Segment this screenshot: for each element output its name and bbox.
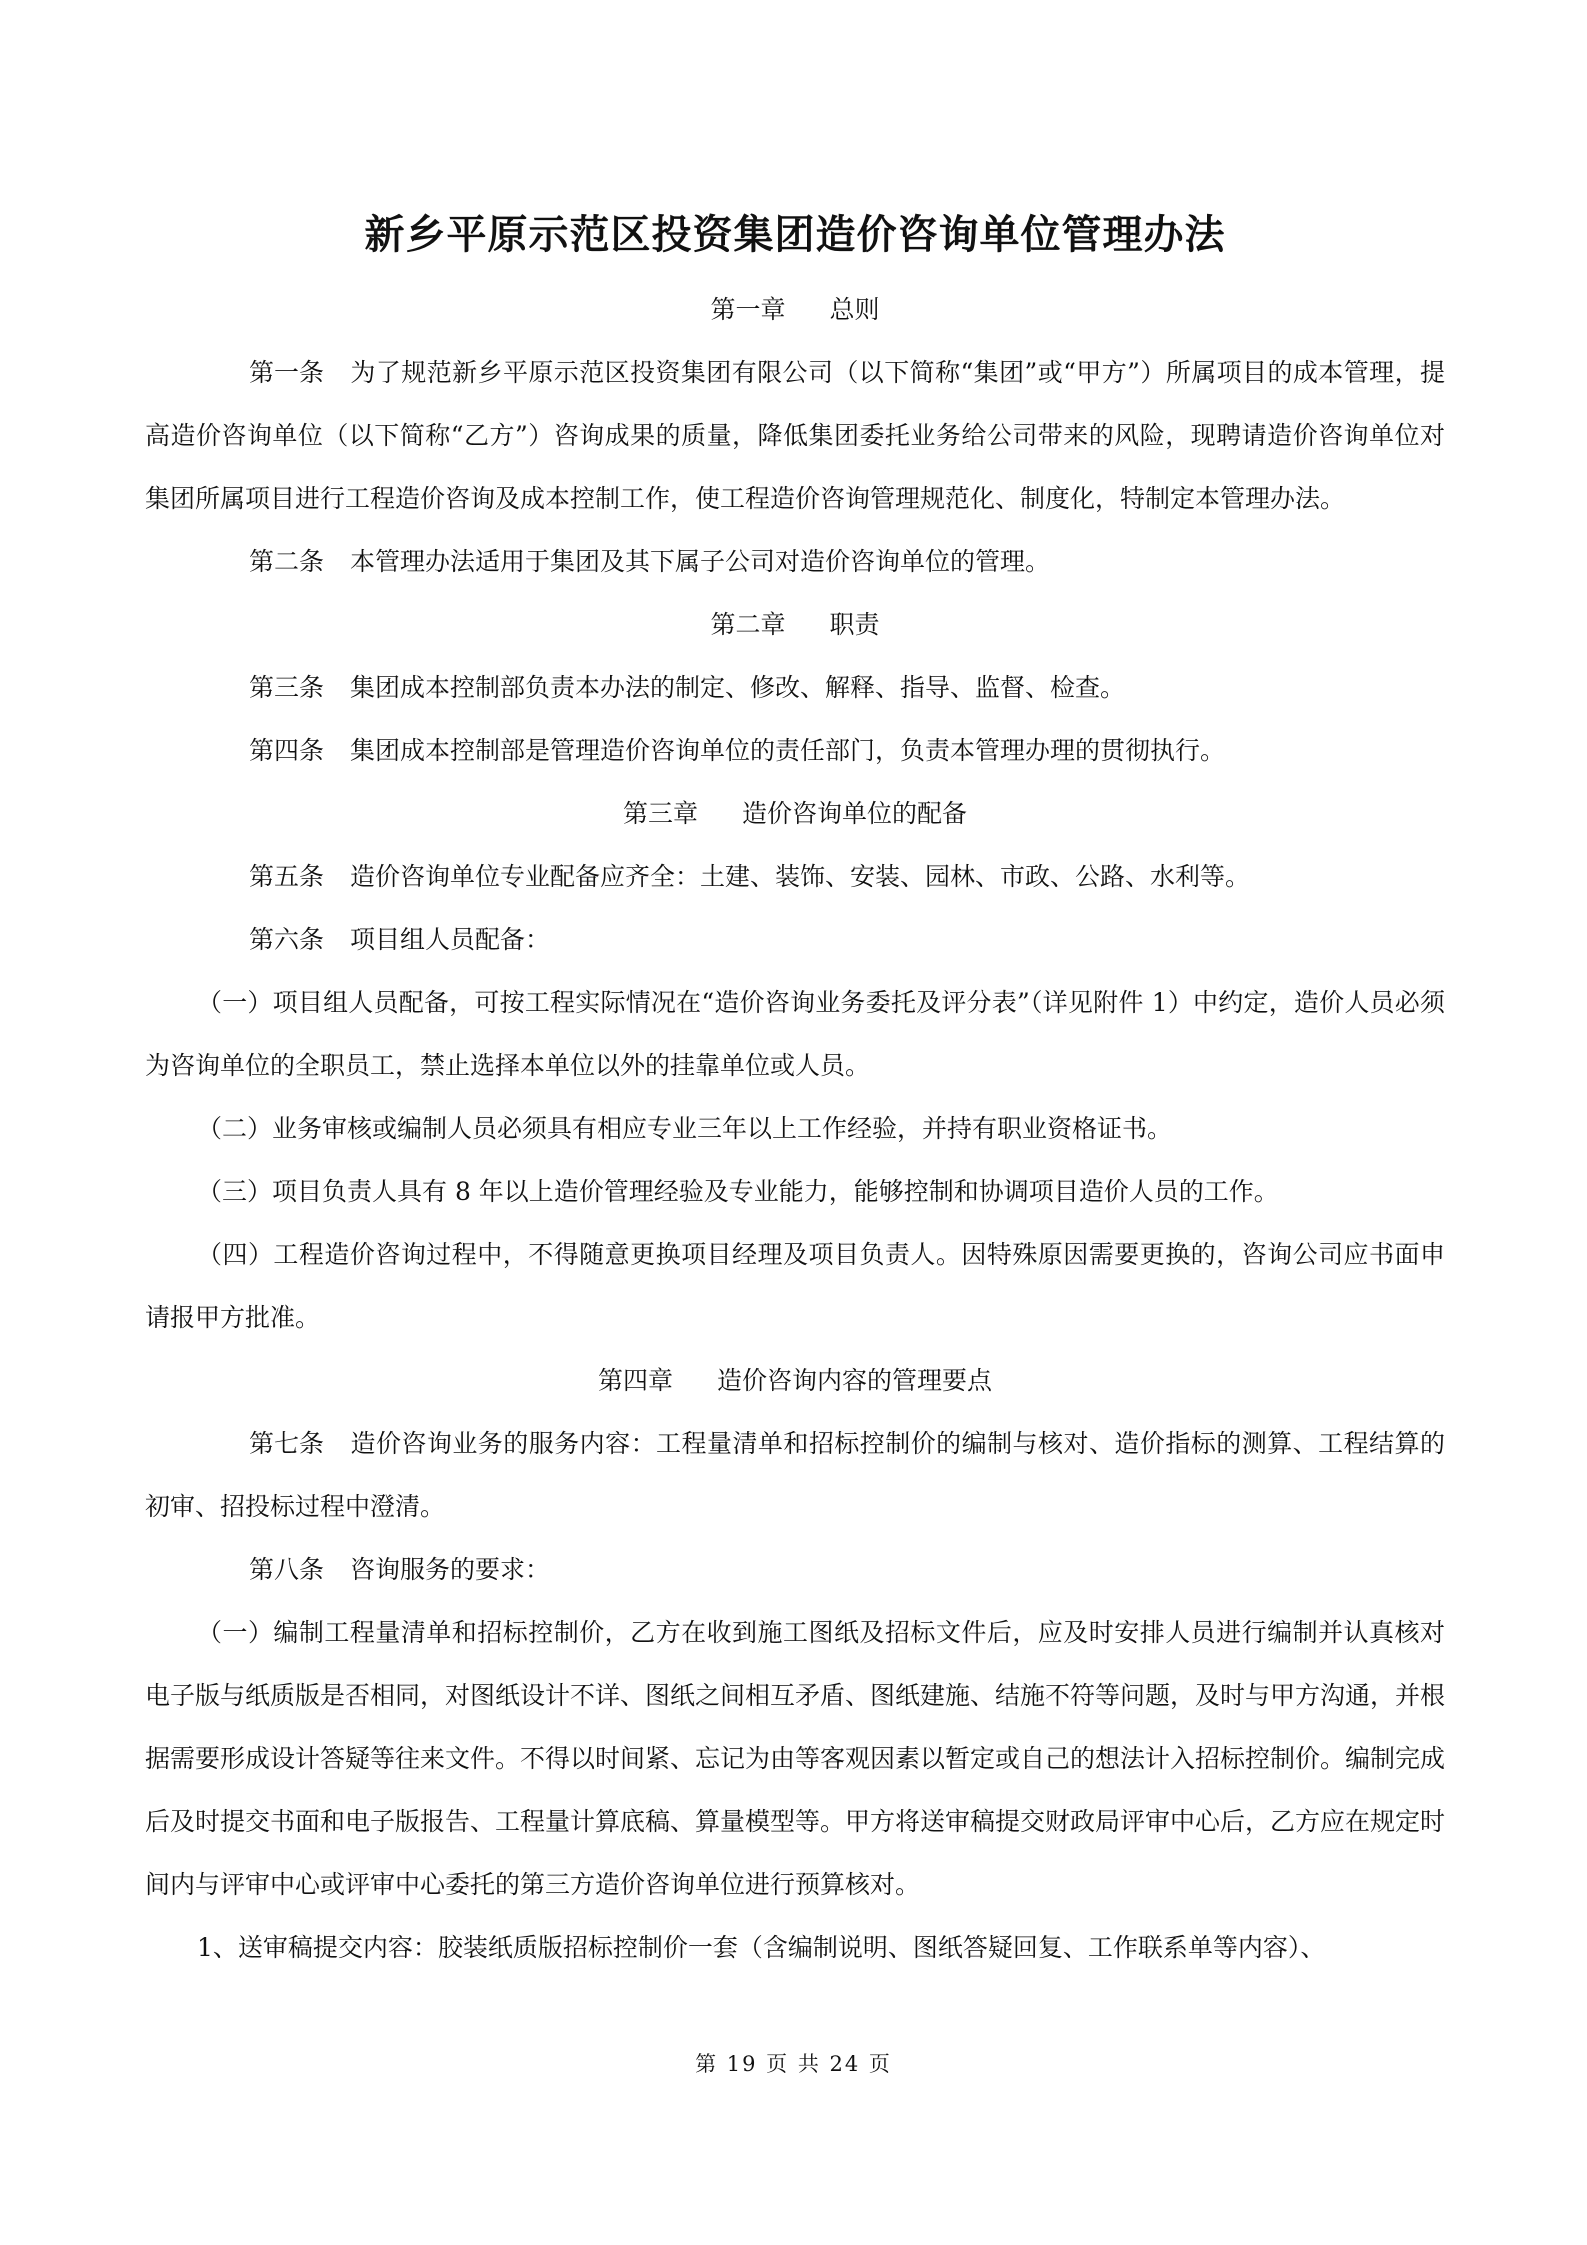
chapter-name: 职责 xyxy=(829,610,880,639)
chapter-number: 第四章 xyxy=(597,1366,673,1395)
chapter-name: 造价咨询单位的配备 xyxy=(742,799,968,828)
article-text: 集团成本控制部负责本办法的制定、修改、解释、指导、监督、检查。 xyxy=(350,673,1126,702)
article-text: 本管理办法适用于集团及其下属子公司对造价咨询单位的管理。 xyxy=(350,547,1051,576)
chapter-heading-1 xyxy=(145,278,1445,341)
article-1 xyxy=(145,341,1445,530)
chapter-name: 总则 xyxy=(829,295,880,324)
chapter-number: 第二章 xyxy=(710,610,786,639)
article-label: 第四条 xyxy=(249,736,325,765)
chapter-heading-4 xyxy=(145,1349,1445,1412)
chapter-number: 第三章 xyxy=(622,799,698,828)
chapter-heading-3 xyxy=(145,782,1445,845)
article-2 xyxy=(145,530,1445,593)
article-8-item-2: 1、送审稿提交内容：胶装纸质版招标控制价一套（含编制说明、图纸答疑回复、工作联系单等内容）、 xyxy=(197,1933,1326,1962)
article-text: 为了规范新乡平原示范区投资集团有限公司（以下简称“集团”或“甲方”）所属项目的成本管理，提高造价咨询单位（以下简称“乙方”）咨询成果的质量，降低集团委托业务给公司带来的风险，现聘请造价咨询单位对集团所属项目进行工程造价咨询及成本控制工作，使工程造价咨询管理规范化、制度化，特制定本管理办法。 xyxy=(145,358,1445,513)
article-label: 第五条 xyxy=(249,862,325,891)
article-5 xyxy=(145,845,1445,908)
article-8-item-1: （一）编制工程量清单和招标控制价，乙方在收到施工图纸及招标文件后，应及时安排人员进行编制并认真核对电子版与纸质版是否相同，对图纸设计不详、图纸之间相互矛盾、图纸建施、结施不符等问题，及时与甲方沟通，并根据需要形成设计答疑等往来文件。不得以时间紧、忘记为由等客观因素以暂定或自己的想法计入招标控制价。编制完成后及时提交书面和电子版报告、工程量计算底稿、算量模型等。甲方将送审稿提交财政局评审中心后，乙方应在规定时间内与评审中心或评审中心委托的第三方造价咨询单位进行预算核对。 xyxy=(145,1618,1446,1899)
document-page xyxy=(145,0,1445,2245)
page-footer: 第 19 页 共 24 页 xyxy=(695,2052,892,2076)
article-label: 第八条 xyxy=(249,1555,325,1584)
article-text: 集团成本控制部是管理造价咨询单位的责任部门，负责本管理办理的贯彻执行。 xyxy=(350,736,1226,765)
article-label: 第一条 xyxy=(249,358,325,387)
article-6 xyxy=(145,908,1445,971)
article-6-item-1: （一）项目组人员配备，可按工程实际情况在“造价咨询业务委托及评分表”（详见附件 1）中约定，造价人员必须为咨询单位的全职员工，禁止选择本单位以外的挂靠单位或人员。 xyxy=(145,988,1445,1080)
article-label: 第六条 xyxy=(249,925,325,954)
chapter-heading-2 xyxy=(145,593,1445,656)
article-label: 第三条 xyxy=(249,673,325,702)
document-title: 新乡平原示范区投资集团造价咨询单位管理办法 xyxy=(364,212,1226,258)
article-label: 第七条 xyxy=(249,1429,325,1458)
chapter-number: 第一章 xyxy=(710,295,786,324)
article-4 xyxy=(145,719,1445,782)
article-6-item-4: （四）工程造价咨询过程中，不得随意更换项目经理及项目负责人。因特殊原因需要更换的，咨询公司应书面申请报甲方批准。 xyxy=(145,1240,1445,1332)
article-3 xyxy=(145,656,1445,719)
article-text: 造价咨询单位专业配备应齐全：土建、装饰、安装、园林、市政、公路、水利等。 xyxy=(350,862,1251,891)
article-8 xyxy=(145,1538,1445,1601)
article-text: 项目组人员配备： xyxy=(350,925,551,954)
article-label: 第二条 xyxy=(249,547,325,576)
article-7 xyxy=(145,1412,1445,1538)
article-6-item-2: （二）业务审核或编制人员必须具有相应专业三年以上工作经验，并持有职业资格证书。 xyxy=(197,1114,1173,1143)
article-text: 造价咨询业务的服务内容：工程量清单和招标控制价的编制与核对、造价指标的测算、工程结算的初审、招投标过程中澄清。 xyxy=(145,1429,1445,1521)
chapter-name: 造价咨询内容的管理要点 xyxy=(717,1366,993,1395)
article-6-item-3: （三）项目负责人具有 8 年以上造价管理经验及专业能力，能够控制和协调项目造价人员的工作。 xyxy=(197,1177,1279,1206)
article-text: 咨询服务的要求： xyxy=(350,1555,551,1584)
document-body xyxy=(145,278,1445,1979)
